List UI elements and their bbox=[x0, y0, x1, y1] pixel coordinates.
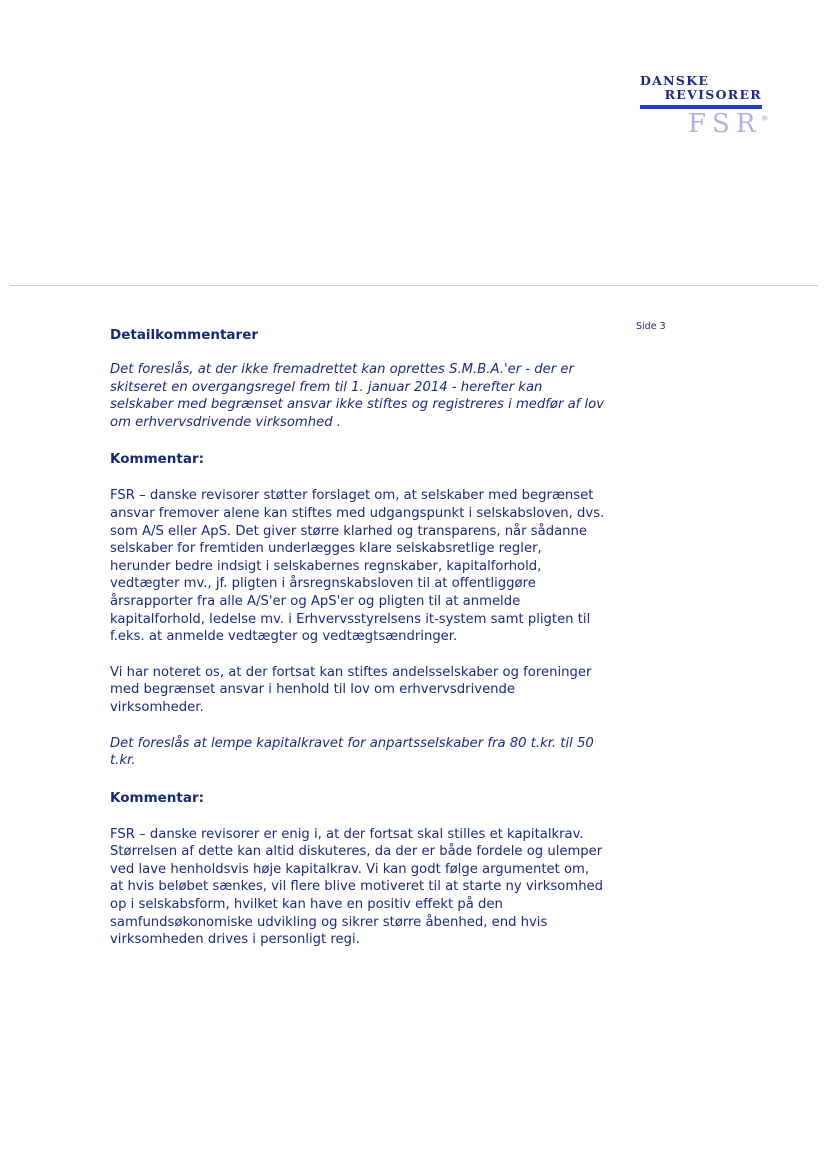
section-title: Detailkommentarer bbox=[110, 327, 259, 343]
comment-1-paragraph-1: FSR – danske revisorer støtter forslaget om, at selskaber med begrænset ansvar fremover alene kan stiftes med udgangspunkt i selskabsloven, dvs. som A/S eller ApS. Det giver større klarhed og transparens, når sådanne selskaber for fremtiden underlægges klare selskabsretlige regler, herunder bedre indsigt i selskabernes regnskaber, kapitalforhold, vedtægter mv., jf. pligten i årsregnskabsloven til at offentliggøre årsrapporter fra alle A/S'er og ApS'er og pligten til at anmelde kapitalforhold, ledelse mv. i Erhvervsstyrelsens it-system samt pligten til f.eks. at anmelde vedtægter og vedtægtsændringer. bbox=[110, 488, 605, 645]
logo-text-revisorer: REVISORER bbox=[664, 87, 762, 102]
comment-1-title: Kommentar: bbox=[110, 451, 205, 468]
logo-mark bbox=[688, 111, 768, 137]
document-body bbox=[110, 325, 605, 949]
header-divider bbox=[10, 285, 818, 286]
fsr-logo bbox=[640, 73, 768, 139]
comment-2-title: Kommentar: bbox=[110, 789, 205, 806]
logo-mark-text: FSR bbox=[688, 109, 762, 139]
page-number: Side 3 bbox=[636, 321, 666, 332]
logo-mark-suffix: * bbox=[761, 114, 768, 129]
proposal-1: Det foreslås, at der ikke fremadrettet kan oprettes S.M.B.A.'er - der er skitseret en overgangsregel frem til 1. januar 2014 - herefter kan selskaber med begrænset ansvar ikke stiftes og registreres i medfør af lov om erhvervsdrivende virksomhed . bbox=[110, 362, 605, 430]
proposal-2: Det foreslås at lempe kapitalkravet for anpartsselskaber fra 80 t.kr. til 50 t.kr. bbox=[110, 735, 594, 769]
comment-1-paragraph-2: Vi har noteret os, at der fortsat kan stiftes andelsselskaber og foreninger med begrænset ansvar i henhold til lov om erhvervsdrivende virksomheder. bbox=[110, 664, 592, 715]
logo-text-danske: DANSKE bbox=[640, 73, 710, 88]
comment-2-paragraph-1: FSR – danske revisorer er enig i, at der fortsat skal stilles et kapitalkrav. Størrelsen af dette kan altid diskuteres, da der er både fordele og ulemper ved lave henholdsvis høje kapitalkrav. Vi kan godt følge argumentet om, at hvis beløbet sænkes, vil flere blive motiveret til at starte ny virksomhed op i selskabsform, hvilket kan have en positiv effekt på den samfundsøkonomiske udvikling og sikrer større åbenhed, end hvis virksomheden drives i personligt regi. bbox=[110, 826, 604, 948]
